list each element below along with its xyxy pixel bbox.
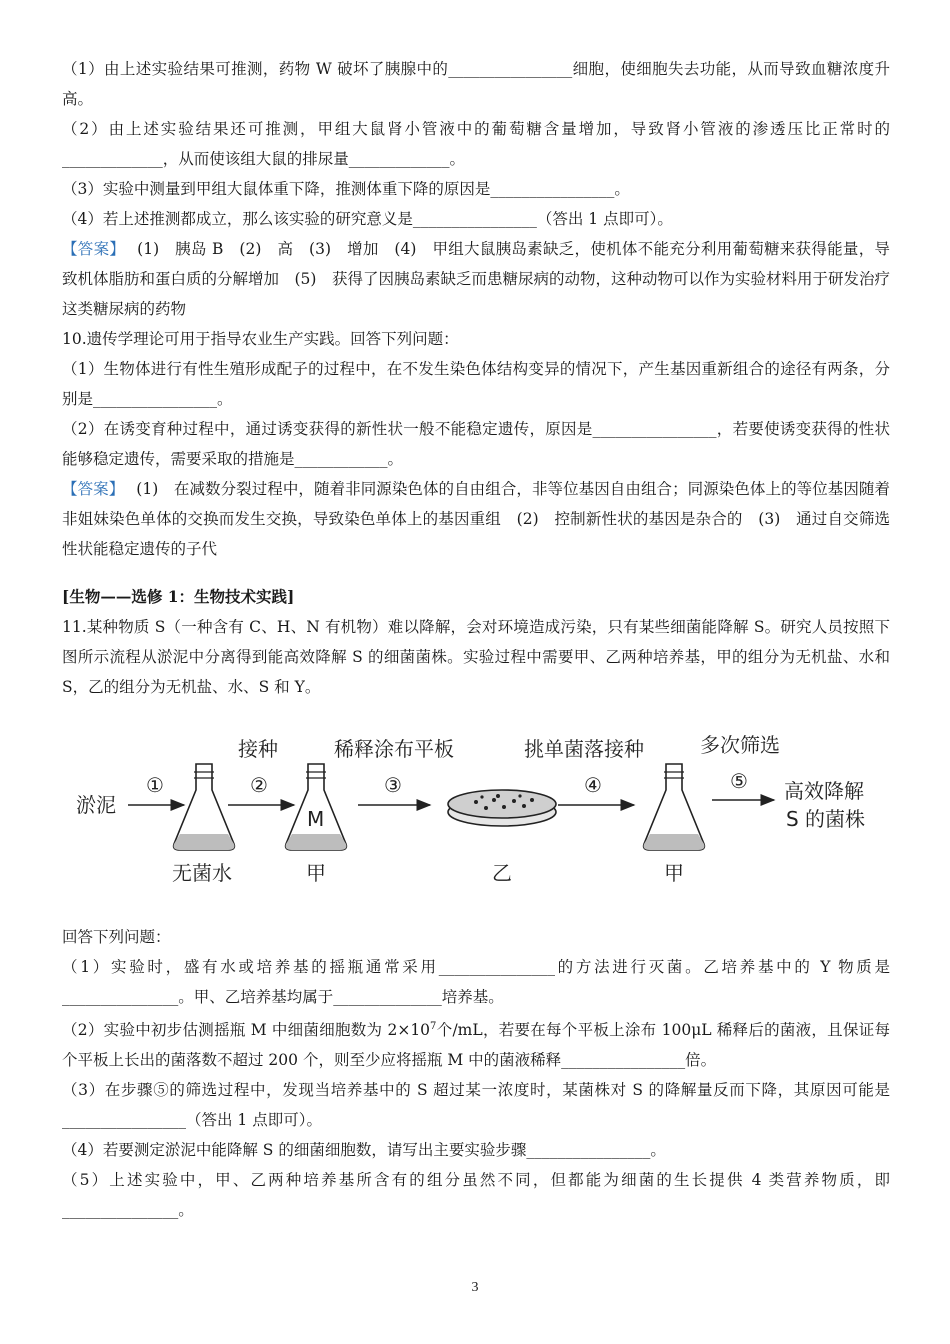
step-4: ④ xyxy=(584,773,602,797)
question-11-stem: 11.某种物质 S（一种含有 C、H、N 有机物）难以降解，会对环境造成污染，只有某些细菌能降解 S。研究人员按照下图所示流程从淤泥中分离得到能高效降解 S 的细菌菌株。实验过程中需要甲、乙两种培养基，甲的组分为无机盐、水和 S，乙的组分为无机盐、水、S 和 Y。 xyxy=(62,618,890,696)
start-label: 淤泥 xyxy=(76,793,116,817)
step-1: ① xyxy=(146,773,164,797)
question-11-part-5: （5）上述实验中，甲、乙两种培养基所含有的组分虽然不同，但都能为细菌的生长提供 4 类营养物质，即_______________。 xyxy=(62,1171,890,1220)
question-11-prompt: 回答下列问题： xyxy=(62,928,171,946)
answer-tag: 【答案】 xyxy=(62,240,126,258)
result-line-1: 高效降解 xyxy=(784,779,864,803)
part-2-text-b: 个/mL，若要在每个平板上涂布 100μL 稀释后的菌液，且保证每个平板上长出的菌落数不超过 200 个，则至少应将摇瓶 M 中的菌液稀释________________倍。 xyxy=(62,1021,890,1070)
question-9-part-3: （3）实验中测量到甲组大鼠体重下降，推测体重下降的原因是________________。 xyxy=(62,180,630,198)
node-label-3: 乙 xyxy=(492,861,512,885)
step-label-inoculate: 接种 xyxy=(238,737,278,761)
section-heading: [生物——选修 1：生物技术实践] xyxy=(62,587,295,606)
flask-jia xyxy=(644,764,705,850)
question-11-part-4: （4）若要测定淤泥中能降解 S 的细菌细胞数，请写出主要实验步骤________________。 xyxy=(62,1141,666,1160)
question-9-part-4: （4）若上述推测都成立，那么该实验的研究意义是________________（答出 1 点即可）。 xyxy=(62,210,673,228)
answer-text: (1) 在减数分裂过程中，随着非同源染色体的自由组合，非等位基因自由组合；同源染色体上的等位基因随着非姐妹染色单体的交换而发生交换，导致染色单体上的基因重组 (2) 控制新性状的基因是杂合的 (3) 通过自交筛选性状能稳定遗传的子代 xyxy=(62,480,890,558)
step-label-plate: 稀释涂布平板 xyxy=(334,737,454,761)
flask-sterile-water xyxy=(174,764,235,850)
node-label-1: 无菌水 xyxy=(172,861,232,885)
flow-diagram xyxy=(62,720,890,910)
page-number: 3 xyxy=(471,1280,479,1295)
question-10-part-1: （1）生物体进行有性生殖形成配子的过程中，在不发生染色体结构变异的情况下，产生基因重新组合的途径有两条，分别是________________。 xyxy=(62,360,890,408)
step-2: ② xyxy=(250,773,268,797)
node-label-4: 甲 xyxy=(664,861,684,885)
result-line-2: S 的菌株 xyxy=(786,807,866,831)
answer-tag: 【答案】 xyxy=(62,480,125,498)
answer-9 xyxy=(62,234,890,324)
flask-m-label: M xyxy=(307,807,325,831)
document-page xyxy=(62,54,890,1225)
step-3: ③ xyxy=(384,773,402,797)
question-9-part-1: （1）由上述实验结果可推测，药物 W 破坏了胰腺中的________________细胞，使细胞失去功能，从而导致血糖浓度升高。 xyxy=(62,60,890,108)
node-label-2: 甲 xyxy=(306,861,326,885)
step-label-pick: 挑单菌落接种 xyxy=(524,737,644,761)
exponent: 7 xyxy=(430,1021,437,1032)
answer-10 xyxy=(62,474,890,564)
step-label-screen: 多次筛选 xyxy=(700,733,780,757)
petri-dish xyxy=(448,790,556,826)
step-5: ⑤ xyxy=(730,769,748,793)
question-10-stem: 10.遗传学理论可用于指导农业生产实践。回答下列问题： xyxy=(62,330,459,348)
flow-diagram-svg xyxy=(62,720,890,910)
question-11-part-2 xyxy=(62,1012,890,1075)
question-11-part-1: （1）实验时，盛有水或培养基的摇瓶通常采用_______________的方法进行灭菌。乙培养基中的 Y 物质是_______________。甲、乙培养基均属于______________培养基。 xyxy=(62,958,890,1006)
question-11-part-3: （3）在步骤⑤的筛选过程中，发现当培养基中的 S 超过某一浓度时，某菌株对 S 的降解量反而下降，其原因可能是________________（答出 1 点即可）。 xyxy=(62,1081,890,1130)
answer-text: (1) 胰岛 B (2) 高 (3) 增加 (4) 甲组大鼠胰岛素缺乏，使机体不能充分利用葡萄糖来获得能量，导致机体脂肪和蛋白质的分解增加 (5) 获得了因胰岛素缺乏而患糖尿病的动物，这种动物可以作为实验材料用于研发治疗这类糖尿病的药物 xyxy=(62,240,890,318)
part-2-text-a: （2）实验中初步估测摇瓶 M 中细菌细胞数为 2×10 xyxy=(62,1021,431,1040)
question-10-part-2: （2）在诱变育种过程中，通过诱变获得的新性状一般不能稳定遗传，原因是________________，若要使诱变获得的性状能够稳定遗传，需要采取的措施是____________。 xyxy=(62,420,890,468)
question-9-part-2: （2）由上述实验结果还可推测，甲组大鼠肾小管液中的葡萄糖含量增加，导致肾小管液的渗透压比正常时的_____________，从而使该组大鼠的排尿量_____________。 xyxy=(62,120,890,168)
